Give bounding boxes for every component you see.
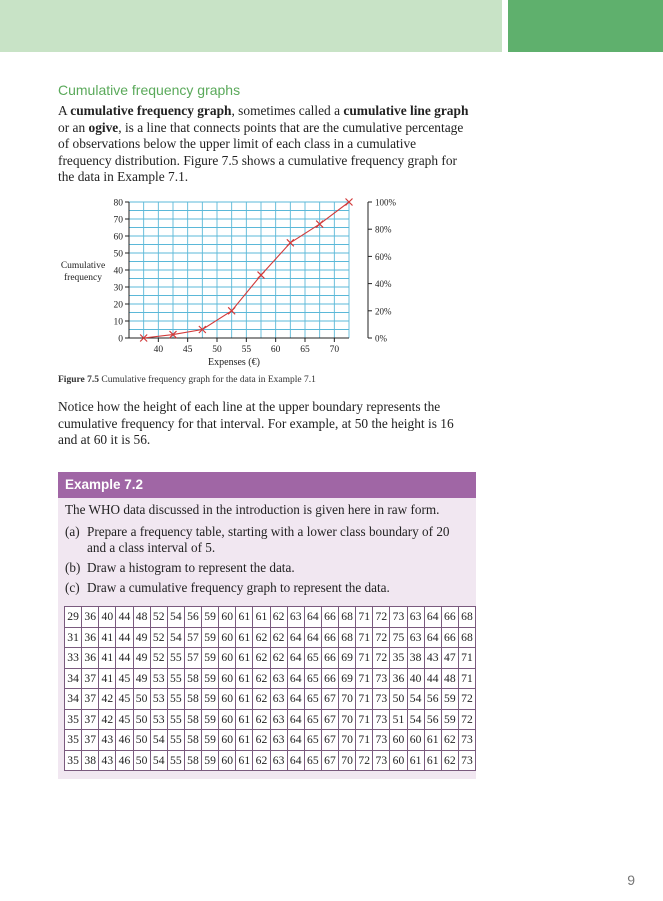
table-cell: 36 <box>82 607 99 628</box>
table-cell: 65 <box>304 668 321 689</box>
table-cell: 61 <box>236 607 253 628</box>
table-cell: 41 <box>99 648 116 669</box>
example-box <box>58 472 476 779</box>
header-banner-dark <box>508 0 663 52</box>
table-cell: 66 <box>321 627 338 648</box>
table-cell: 62 <box>441 730 458 751</box>
bold-term: cumulative line graph <box>343 103 469 118</box>
table-cell: 61 <box>424 750 441 771</box>
table-cell: 37 <box>82 730 99 751</box>
table-cell: 66 <box>321 607 338 628</box>
table-cell: 66 <box>441 627 458 648</box>
intro-paragraph <box>58 103 470 186</box>
table-cell: 50 <box>133 730 150 751</box>
y-tick-label: 50 <box>113 249 123 260</box>
x-axis-label: Expenses (€) <box>208 357 260 368</box>
table-cell: 60 <box>219 709 236 730</box>
table-cell: 38 <box>82 750 99 771</box>
table-cell: 53 <box>150 709 167 730</box>
table-cell: 34 <box>65 689 82 710</box>
table-cell: 53 <box>150 689 167 710</box>
table-cell: 64 <box>424 607 441 628</box>
table-cell: 68 <box>458 627 475 648</box>
table-cell: 43 <box>424 648 441 669</box>
table-cell: 67 <box>321 709 338 730</box>
table-cell: 60 <box>219 668 236 689</box>
example-item-a <box>65 524 470 556</box>
table-cell: 56 <box>424 709 441 730</box>
y-tick-label: 0 <box>118 334 123 345</box>
table-cell: 63 <box>407 627 424 648</box>
table-cell: 68 <box>339 627 356 648</box>
table-cell: 60 <box>219 648 236 669</box>
item-label: (a) <box>65 524 80 539</box>
table-cell: 56 <box>184 607 201 628</box>
table-cell: 33 <box>65 648 82 669</box>
table-cell: 42 <box>99 689 116 710</box>
table-cell: 63 <box>270 689 287 710</box>
table-cell: 51 <box>390 709 407 730</box>
table-cell: 67 <box>321 750 338 771</box>
table-row <box>65 730 476 751</box>
table-cell: 71 <box>356 607 373 628</box>
table-cell: 58 <box>184 709 201 730</box>
y-axis-label: frequency <box>64 273 102 283</box>
table-row <box>65 689 476 710</box>
table-cell: 41 <box>99 627 116 648</box>
table-cell: 57 <box>184 648 201 669</box>
paragraph-text: , sometimes called a <box>231 103 344 118</box>
table-cell: 59 <box>202 730 219 751</box>
example-item-c <box>65 580 470 596</box>
table-cell: 62 <box>253 668 270 689</box>
x-tick-label: 60 <box>270 345 281 355</box>
table-cell: 62 <box>253 709 270 730</box>
table-cell: 65 <box>304 750 321 771</box>
table-cell: 44 <box>116 607 133 628</box>
cumulative-frequency-chart <box>56 192 416 372</box>
table-cell: 55 <box>167 689 184 710</box>
table-cell: 52 <box>150 627 167 648</box>
table-cell: 62 <box>253 689 270 710</box>
table-cell: 41 <box>99 668 116 689</box>
table-cell: 70 <box>339 689 356 710</box>
table-cell: 73 <box>373 750 390 771</box>
table-row <box>65 668 476 689</box>
table-cell: 60 <box>407 730 424 751</box>
table-cell: 71 <box>458 668 475 689</box>
x-tick-label: 40 <box>153 345 164 355</box>
explanation-paragraph: Notice how the height of each line at the upper boundary represents the cumulative frequency for that interval. For example, at 50 the height is 16 and at 60 it is 56. <box>58 399 454 447</box>
table-cell: 35 <box>390 648 407 669</box>
table-cell: 37 <box>82 668 99 689</box>
table-cell: 53 <box>150 668 167 689</box>
paragraph-text: or an <box>58 119 89 135</box>
table-cell: 34 <box>65 668 82 689</box>
table-cell: 65 <box>304 648 321 669</box>
y2-tick-label: 20% <box>375 306 392 317</box>
item-text: Draw a cumulative frequency graph to represent the data. <box>87 580 390 595</box>
table-cell: 58 <box>184 750 201 771</box>
table-cell: 61 <box>236 750 253 771</box>
table-cell: 66 <box>321 668 338 689</box>
y2-tick-label: 60% <box>375 251 392 262</box>
x-tick-label: 45 <box>182 345 193 355</box>
table-cell: 62 <box>270 607 287 628</box>
table-cell: 65 <box>304 689 321 710</box>
table-cell: 45 <box>116 709 133 730</box>
table-cell: 50 <box>133 750 150 771</box>
table-row <box>65 648 476 669</box>
table-cell: 61 <box>407 750 424 771</box>
example-title: Example 7.2 <box>58 472 476 498</box>
caption-label: Figure 7.5 <box>58 375 99 385</box>
table-cell: 59 <box>202 607 219 628</box>
table-cell: 59 <box>202 648 219 669</box>
table-cell: 55 <box>167 709 184 730</box>
table-row <box>65 627 476 648</box>
table-cell: 68 <box>339 607 356 628</box>
table-cell: 64 <box>287 730 304 751</box>
table-cell: 37 <box>82 709 99 730</box>
table-cell: 48 <box>441 668 458 689</box>
table-cell: 63 <box>270 668 287 689</box>
x-tick-label: 65 <box>300 345 310 355</box>
table-cell: 44 <box>424 668 441 689</box>
section-heading: Cumulative frequency graphs <box>58 82 241 98</box>
bold-term: ogive <box>88 119 119 135</box>
table-cell: 72 <box>458 709 475 730</box>
table-cell: 69 <box>339 668 356 689</box>
table-cell: 64 <box>304 627 321 648</box>
y-tick-label: 30 <box>113 283 123 294</box>
item-label: (c) <box>65 580 80 595</box>
table-cell: 71 <box>356 668 373 689</box>
table-cell: 62 <box>441 750 458 771</box>
table-cell: 59 <box>202 750 219 771</box>
y-tick-label: 80 <box>113 198 123 209</box>
y-tick-label: 60 <box>113 232 123 243</box>
table-row <box>65 750 476 771</box>
table-cell: 70 <box>339 709 356 730</box>
table-cell: 64 <box>287 750 304 771</box>
table-cell: 61 <box>236 689 253 710</box>
table-cell: 55 <box>167 668 184 689</box>
table-cell: 29 <box>65 607 82 628</box>
table-cell: 54 <box>150 750 167 771</box>
table-cell: 68 <box>458 607 475 628</box>
table-cell: 73 <box>458 730 475 751</box>
x-tick-label: 55 <box>241 345 252 355</box>
y2-tick-label: 80% <box>375 224 392 235</box>
table-cell: 60 <box>219 750 236 771</box>
caption-text: Cumulative frequency graph for the data in Example 7.1 <box>99 375 316 385</box>
table-cell: 43 <box>99 750 116 771</box>
table-cell: 59 <box>441 689 458 710</box>
table-cell: 61 <box>236 648 253 669</box>
table-cell: 54 <box>167 607 184 628</box>
table-cell: 56 <box>424 689 441 710</box>
table-cell: 35 <box>65 709 82 730</box>
table-cell: 62 <box>253 730 270 751</box>
table-row <box>65 709 476 730</box>
table-cell: 46 <box>116 750 133 771</box>
table-cell: 36 <box>82 648 99 669</box>
table-cell: 44 <box>116 648 133 669</box>
table-cell: 35 <box>65 750 82 771</box>
table-cell: 40 <box>407 668 424 689</box>
header-banner-light <box>0 0 502 52</box>
table-cell: 42 <box>99 709 116 730</box>
table-cell: 47 <box>441 648 458 669</box>
table-cell: 61 <box>424 730 441 751</box>
item-text: Draw a histogram to represent the data. <box>87 560 295 575</box>
table-cell: 59 <box>202 709 219 730</box>
table-cell: 54 <box>407 709 424 730</box>
table-cell: 46 <box>116 730 133 751</box>
y2-tick-label: 100% <box>375 197 396 208</box>
table-cell: 72 <box>458 689 475 710</box>
table-cell: 62 <box>270 648 287 669</box>
table-cell: 43 <box>99 730 116 751</box>
table-cell: 62 <box>253 627 270 648</box>
table-cell: 58 <box>184 668 201 689</box>
table-cell: 64 <box>287 689 304 710</box>
table-cell: 60 <box>390 750 407 771</box>
y-tick-label: 40 <box>113 266 123 277</box>
table-cell: 58 <box>184 730 201 751</box>
table-cell: 60 <box>219 627 236 648</box>
table-cell: 61 <box>253 607 270 628</box>
table-cell: 50 <box>390 689 407 710</box>
table-cell: 71 <box>356 689 373 710</box>
bold-term: cumulative frequency graph <box>70 103 232 118</box>
example-item-b <box>65 560 470 576</box>
table-cell: 73 <box>373 709 390 730</box>
table-cell: 57 <box>184 627 201 648</box>
table-cell: 54 <box>167 627 184 648</box>
y-tick-label: 20 <box>113 300 123 311</box>
table-cell: 65 <box>304 709 321 730</box>
table-cell: 61 <box>236 709 253 730</box>
table-cell: 54 <box>407 689 424 710</box>
table-cell: 49 <box>133 627 150 648</box>
table-cell: 70 <box>339 730 356 751</box>
table-cell: 71 <box>356 627 373 648</box>
item-text: Prepare a frequency table, starting with a lower class boundary of 20 and a class interval of 5. <box>87 524 450 555</box>
table-cell: 73 <box>458 750 475 771</box>
example-intro: The WHO data discussed in the introduction is given here in raw form. <box>65 502 440 517</box>
table-cell: 37 <box>82 689 99 710</box>
y-tick-label: 10 <box>113 317 123 328</box>
table-cell: 71 <box>356 730 373 751</box>
table-cell: 61 <box>236 730 253 751</box>
table-cell: 63 <box>270 750 287 771</box>
paragraph-text: A <box>58 103 71 118</box>
table-cell: 62 <box>253 648 270 669</box>
table-cell: 71 <box>356 648 373 669</box>
table-cell: 64 <box>304 607 321 628</box>
table-cell: 72 <box>373 627 390 648</box>
table-cell: 49 <box>133 668 150 689</box>
table-cell: 70 <box>339 750 356 771</box>
table-cell: 66 <box>441 607 458 628</box>
table-cell: 31 <box>65 627 82 648</box>
table-cell: 60 <box>219 607 236 628</box>
figure-caption <box>58 375 316 385</box>
table-cell: 71 <box>458 648 475 669</box>
y-tick-label: 70 <box>113 215 123 226</box>
paragraph-text: , is a line that connects points that are the cumulative percentage of observations below the upper limit of each class in a cumulative frequency distribution. Figure 7.5 shows a cumulative frequency graph for the data in Example 7.1. <box>58 119 464 184</box>
table-cell: 60 <box>390 730 407 751</box>
table-cell: 49 <box>133 648 150 669</box>
raw-data-table <box>64 606 476 771</box>
table-cell: 64 <box>287 627 304 648</box>
table-cell: 58 <box>184 689 201 710</box>
table-cell: 61 <box>236 627 253 648</box>
table-cell: 35 <box>65 730 82 751</box>
y2-tick-label: 0% <box>375 333 387 344</box>
table-cell: 60 <box>219 730 236 751</box>
table-cell: 55 <box>167 730 184 751</box>
table-cell: 66 <box>321 648 338 669</box>
item-label: (b) <box>65 560 81 575</box>
table-cell: 72 <box>356 750 373 771</box>
table-cell: 73 <box>373 730 390 751</box>
table-cell: 55 <box>167 750 184 771</box>
page-number: 9 <box>627 872 635 888</box>
x-tick-label: 70 <box>329 345 340 355</box>
table-cell: 45 <box>116 668 133 689</box>
table-cell: 73 <box>390 607 407 628</box>
table-cell: 63 <box>270 730 287 751</box>
table-cell: 61 <box>236 668 253 689</box>
table-cell: 67 <box>321 730 338 751</box>
y2-tick-label: 40% <box>375 279 392 290</box>
table-cell: 44 <box>116 627 133 648</box>
table-cell: 72 <box>373 648 390 669</box>
table-cell: 64 <box>287 648 304 669</box>
table-cell: 63 <box>407 607 424 628</box>
table-cell: 64 <box>424 627 441 648</box>
table-cell: 72 <box>373 607 390 628</box>
table-cell: 52 <box>150 607 167 628</box>
table-cell: 75 <box>390 627 407 648</box>
table-cell: 71 <box>356 709 373 730</box>
table-cell: 48 <box>133 607 150 628</box>
table-cell: 67 <box>321 689 338 710</box>
table-cell: 60 <box>219 689 236 710</box>
table-cell: 36 <box>390 668 407 689</box>
table-cell: 64 <box>287 668 304 689</box>
table-cell: 73 <box>373 689 390 710</box>
table-cell: 63 <box>270 709 287 730</box>
table-cell: 59 <box>441 709 458 730</box>
table-cell: 62 <box>253 750 270 771</box>
y-axis-label: Cumulative <box>60 261 106 271</box>
table-cell: 45 <box>116 689 133 710</box>
table-cell: 63 <box>287 607 304 628</box>
table-cell: 54 <box>150 730 167 751</box>
table-cell: 38 <box>407 648 424 669</box>
table-cell: 65 <box>304 730 321 751</box>
table-cell: 36 <box>82 627 99 648</box>
table-cell: 40 <box>99 607 116 628</box>
x-tick-label: 50 <box>212 345 222 355</box>
table-row <box>65 607 476 628</box>
table-cell: 64 <box>287 709 304 730</box>
table-cell: 59 <box>202 627 219 648</box>
table-cell: 59 <box>202 668 219 689</box>
table-cell: 59 <box>202 689 219 710</box>
table-cell: 69 <box>339 648 356 669</box>
table-cell: 50 <box>133 689 150 710</box>
table-cell: 73 <box>373 668 390 689</box>
table-cell: 50 <box>133 709 150 730</box>
table-cell: 55 <box>167 648 184 669</box>
table-cell: 52 <box>150 648 167 669</box>
table-cell: 62 <box>270 627 287 648</box>
